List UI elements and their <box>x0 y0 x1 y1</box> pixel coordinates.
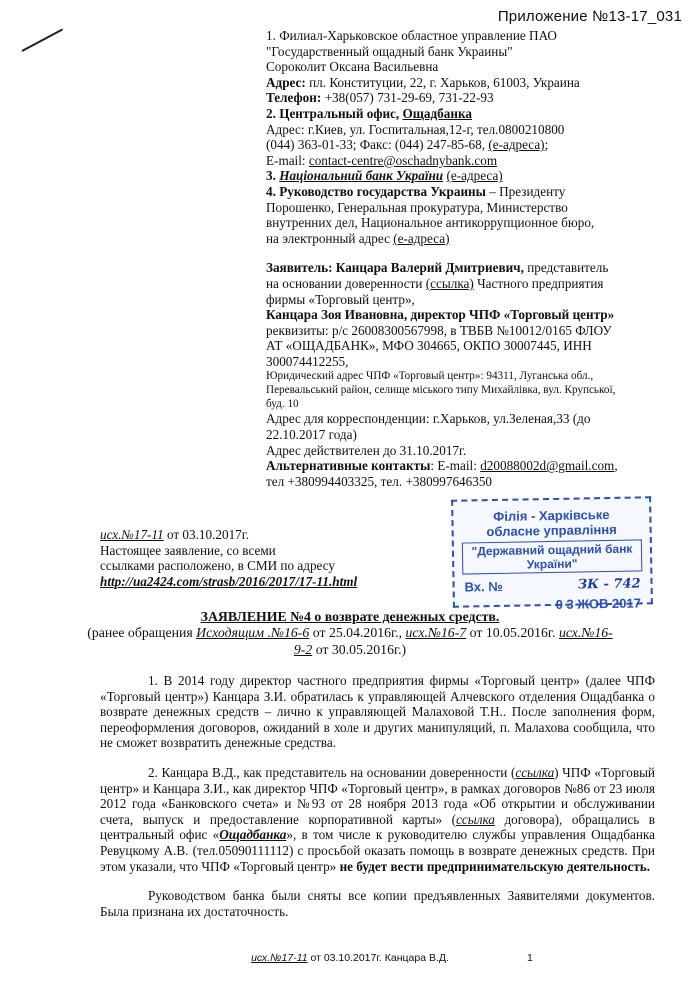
correspondence-line1: Адрес для корреспонденции: г.Харьков, ул.Зеленая,33 (до <box>266 411 591 427</box>
paragraph-2-bold: не будет вести предпринимательскую деятельность. <box>339 858 651 874</box>
addressee-3: 3. Національний банк України (е-адреса) <box>266 168 503 184</box>
paragraph-2-link-1[interactable]: ссылка <box>515 764 555 780</box>
addressee-4-line1: 4. Руководство государства Украины – Президенту <box>266 183 566 199</box>
stamp-line2: обласне управління <box>486 521 617 540</box>
addressee-2-header: 2. Центральный офис, Ощадбанка <box>266 105 472 121</box>
stamp-line1: Філія - Харківське <box>493 506 610 525</box>
nbu-name: Національний банк України <box>279 168 444 184</box>
outgoing-ref-link[interactable]: исх.№17-11 <box>100 527 164 542</box>
gov-emails-link[interactable]: (е-адреса) <box>393 230 450 246</box>
paragraph-2-bank: Ощадбанка <box>219 827 287 843</box>
addressee-4-line3: внутренних дел, Национальное антикоррупционное бюро, <box>266 215 595 231</box>
applicant-line2: на основании доверенности (ссылка) Частного предприятия <box>266 275 604 291</box>
prev-ref-16-7-link[interactable]: исх.№16-7 <box>405 625 467 641</box>
page-footer <box>0 952 700 964</box>
oschadbank-name: Ощадбанка <box>402 105 472 121</box>
outgoing-ref-line: исх.№17-11 от 03.10.2017г. <box>100 527 249 542</box>
previous-requests-line1: (ранее обращения Исходящим .№16-6 от 25.04.2016г., исх.№16-7 от 10.05.2016г. исх.№16- <box>87 625 613 641</box>
stamp-line3: "Державний ощадний банк України" <box>462 539 643 574</box>
address-valid-line: Адрес действителен до 31.10.2017г. <box>266 442 467 458</box>
nbu-emails-link[interactable]: (е-адреса) <box>446 168 503 184</box>
addressee-1-address: Адрес: пл. Конституции, 22, г. Харьков, 61003, Украина <box>266 74 580 90</box>
alt-email-link[interactable]: d20088002d@gmail.com <box>480 458 615 474</box>
paragraph-2-link-2[interactable]: ссылка <box>456 811 495 827</box>
addressee-1-phone: Телефон: +38(057) 731-29-69, 731-22-93 <box>266 90 494 106</box>
alt-phones-line: тел +380994403325, тел. +380997646350 <box>266 473 493 489</box>
title-heading: ЗАЯВЛЕНИЕ №4 о возврате денежных средств. <box>200 609 500 624</box>
emails-link[interactable]: (е-адреса) <box>488 137 545 153</box>
appendix-label: Приложение №13-17_031 <box>497 8 682 25</box>
applicant-line1: Заявитель: Канцара Валерий Дмитриевич, представитель <box>266 260 609 276</box>
page-number: 1 <box>527 952 533 964</box>
addressee-block <box>266 28 666 489</box>
outgoing-url-line <box>100 574 400 590</box>
alt-contacts-line: Альтернативные контакты: E-mail: d20088002d@gmail.com, <box>266 458 618 474</box>
prev-ref-16-9-2-link-part2[interactable]: 9-2 <box>293 641 313 657</box>
email-link[interactable]: contact-centre@oschadnybank.com <box>308 152 498 168</box>
media-url-link[interactable]: http://ua2424.com/strasb/2016/2017/17-11.html <box>100 573 358 589</box>
legal-address-line3: буд. 10 <box>266 398 299 411</box>
pen-mark <box>22 29 64 52</box>
power-of-attorney-link[interactable]: (ссылка) <box>425 275 474 291</box>
requisites-line2: АТ «ОЩАДБАНК», МФО 304665, ОКПО 30007445, ИНН <box>266 338 592 354</box>
addressee-1-line2: "Государственный ощадный банк Украины" <box>266 43 513 59</box>
previous-requests-line2: 9-2 от 30.05.2016г.) <box>293 641 407 657</box>
paragraph-2: 2. Канцара В.Д., как представитель на основании доверенности (ссылка) ЧПФ «Торговый центр» и Канцара З.И., как директор ЧПФ «Торговый центр», в рамках договоров №86 от 23 июля 2012 года «Банковского счета» и №93 от 28 ноября 2013 года «Об открытии и обслуживании счета, выпуск и предоставление корпоративной карты» (ссылка договора), обращались в центральный офис «Ощадбанка», в том числе к руководителю службы управления Ощадбанка Ревуцкому А.В. (тел.05090111112) с просьбой оказать помощь в возврате денежных средств. При этом указали, что ЧПФ «Торговый центр» не будет вести предпринимательскую деятельность. <box>100 764 656 874</box>
addressee-2-email: E-mail: contact-centre@oschadnybank.com <box>266 152 498 168</box>
prev-ref-16-9-2-link-part1[interactable]: исх.№16- <box>558 625 613 641</box>
addressee-4-line2: Порошенко, Генеральная прокуратура, Министерство <box>266 199 568 215</box>
statement-title <box>0 609 700 658</box>
outgoing-line2: Настоящее заявление, со всеми <box>100 542 276 558</box>
legal-address-line1: Юридический адрес ЧПФ «Торговый центр»: 94311, Луганська обл., <box>266 370 594 383</box>
outgoing-block <box>100 527 400 589</box>
legal-address-line2: Перевальський район, селище міського типу Михайлівка, вул. Крупської, <box>266 384 616 397</box>
incoming-stamp <box>451 496 653 612</box>
stamp-in-label: Вх. № <box>464 578 503 595</box>
paragraph-1: 1. В 2014 году директор частного предприятия фирмы «Торговый центр» (далее ЧПФ «Торговый центр») Канцара З.И. обратилась к управляющей Алчевского отделения Ощадбанка о возврате денежных средств – лично к управляющей Малаховой Т.Н.. После заполнения форм, переоформления договоров, ожиданий в холе и других манипуляций, п. Малахова сообщила, что не сможет возвратить денежные средства. <box>100 673 655 751</box>
applicant-line3: фирмы «Торговый центр», <box>266 291 415 307</box>
addressee-2-phones: (044) 363-01-33; Факс: (044) 247-85-68, (е-адреса); <box>266 137 549 153</box>
requisites-line1: реквизиты: р/с 26008300567998, в ТВБВ №10012/0165 ФЛОУ <box>266 322 612 338</box>
footer-ref: исх.№17-11 <box>251 952 308 964</box>
addressee-1-line1: 1. Филиал-Харьковское областное управление ПАО <box>266 28 557 43</box>
paragraph-3: Руководством банка были сняты все копии предъявленных Заявителями документов. Была признана их достаточность. <box>100 888 655 919</box>
addressee-4-line4: на электронный адрес (е-адреса) <box>266 230 450 246</box>
correspondence-line2: 22.10.2017 года) <box>266 427 357 443</box>
prev-ref-16-6-link[interactable]: Исходящим .№16-6 <box>196 625 310 641</box>
stamp-date: 0 3 ЖОВ 2017 <box>555 595 642 612</box>
footer-text: от 03.10.2017г. Канцара В.Д. <box>307 952 449 964</box>
addressee-1-person: Сороколит Оксана Васильевна <box>266 59 439 75</box>
statement-body <box>100 673 655 933</box>
director-line: Канцара Зоя Ивановна, директор ЧПФ «Торговый центр» <box>266 307 615 323</box>
stamp-in-number: ЗК - 742 <box>577 576 641 593</box>
requisites-line3: 300074412255, <box>266 353 349 369</box>
addressee-2-address: Адрес: г.Киев, ул. Госпитальная,12-г, тел.0800210800 <box>266 121 565 137</box>
outgoing-line3: ссылками расположено, в СМИ по адресу <box>100 558 335 574</box>
